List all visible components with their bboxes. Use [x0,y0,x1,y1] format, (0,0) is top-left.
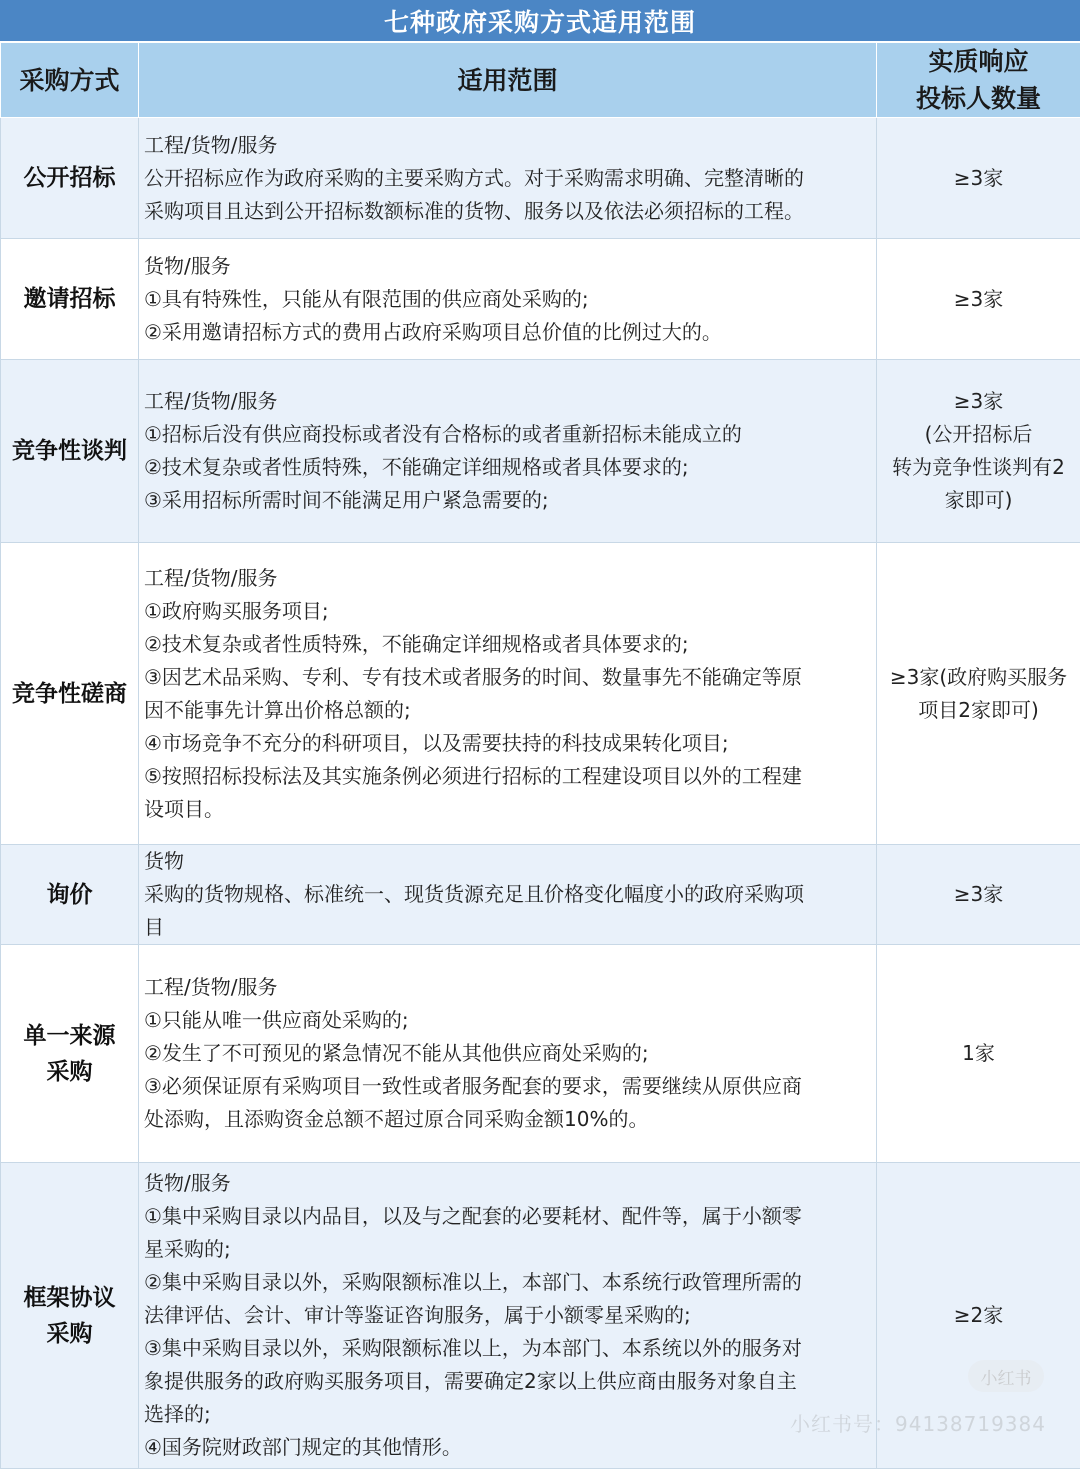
bidder-count-cell [877,945,1080,1163]
scope-cell-line: ①只能从唯一供应商处采购的; [144,1004,864,1037]
method-cell [1,239,139,360]
bidder-count-cell [877,543,1080,845]
scope-cell [139,118,877,239]
header-method: 采购方式 [1,43,139,118]
bidder-count-cell [877,239,1080,360]
scope-cell [139,945,877,1163]
scope-cell-line: 星采购的; [144,1233,864,1266]
scope-cell-line: ②采用邀请招标方式的费用占政府采购项目总价值的比例过大的。 [144,316,864,349]
scope-cell-line: ⑤按照招标投标法及其实施条例必须进行招标的工程建设项目以外的工程建 [144,760,864,793]
method-cell [1,118,139,239]
header-count-line2: 投标人数量 [877,80,1080,117]
scope-cell [139,543,877,845]
method-cell [1,543,139,845]
scope-cell-line: 处添购，且添购资金总额不超过原合同采购金额10%的。 [144,1103,864,1136]
scope-cell-line: ④市场竞争不充分的科研项目，以及需要扶持的科技成果转化项目; [144,727,864,760]
table-row [1,118,1080,239]
bidder-count-cell-line: ≥3家 [881,878,1076,911]
scope-cell-line: ③因艺术品采购、专利、专有技术或者服务的时间、数量事先不能确定等原 [144,661,864,694]
table-title: 七种政府采购方式适用范围 [0,0,1080,42]
method-cell-line: 框架协议 [5,1280,134,1316]
method-cell-line: 采购 [5,1054,134,1090]
scope-cell-line: ②技术复杂或者性质特殊，不能确定详细规格或者具体要求的; [144,451,864,484]
scope-cell-line: 象提供服务的政府购买服务项目，需要确定2家以上供应商由服务对象自主 [144,1365,864,1398]
header-row [1,43,1080,118]
scope-cell-line: 工程/货物/服务 [144,562,864,595]
scope-cell-line: 工程/货物/服务 [144,971,864,1004]
bidder-count-cell-line: 家即可) [881,484,1076,517]
scope-cell-line: 选择的; [144,1398,864,1431]
method-cell [1,845,139,945]
scope-cell-line: 货物 [144,845,864,878]
scope-cell-line: ②技术复杂或者性质特殊，不能确定详细规格或者具体要求的; [144,628,864,661]
method-cell [1,1163,139,1469]
method-cell-line: 竞争性磋商 [5,676,134,712]
table-body [1,118,1080,1469]
scope-cell-line: 因不能事先计算出价格总额的; [144,694,864,727]
bidder-count-cell-line: 项目2家即可) [881,694,1076,727]
scope-cell [139,360,877,543]
method-cell [1,945,139,1163]
table-row [1,845,1080,945]
bidder-count-cell-line: ≥3家(政府购买服务 [881,661,1076,694]
method-cell-line: 询价 [5,877,134,913]
scope-cell-line: ②发生了不可预见的紧急情况不能从其他供应商处采购的; [144,1037,864,1070]
scope-cell-line: ③采用招标所需时间不能满足用户紧急需要的; [144,484,864,517]
scope-cell-line: 工程/货物/服务 [144,129,864,162]
bidder-count-cell-line: (公开招标后 [881,418,1076,451]
method-cell-line: 采购 [5,1316,134,1352]
scope-cell-line: ①招标后没有供应商投标或者没有合格标的或者重新招标未能成立的 [144,418,864,451]
scope-cell-line: ③必须保证原有采购项目一致性或者服务配套的要求，需要继续从原供应商 [144,1070,864,1103]
method-cell [1,360,139,543]
scope-cell [139,239,877,360]
scope-cell-line: ④国务院财政部门规定的其他情形。 [144,1431,864,1464]
bidder-count-cell [877,118,1080,239]
bidder-count-cell-line: 转为竞争性谈判有2 [881,451,1076,484]
scope-cell-line: 采购项目且达到公开招标数额标准的货物、服务以及依法必须招标的工程。 [144,195,864,228]
bidder-count-cell [877,845,1080,945]
procurement-methods-table [0,42,1080,1469]
scope-cell [139,1163,877,1469]
account-id-watermark: 小红书号：94138719384 [790,1408,1046,1437]
header-count [877,43,1080,118]
xiaohongshu-logo-watermark: 小红书 [968,1360,1044,1392]
table-row [1,945,1080,1163]
scope-cell [139,845,877,945]
bidder-count-cell-line: 1家 [881,1037,1076,1070]
method-cell-line: 公开招标 [5,160,134,196]
bidder-count-cell-line: ≥3家 [881,162,1076,195]
bidder-count-cell-line: ≥3家 [881,385,1076,418]
scope-cell-line: 目 [144,911,864,944]
scope-cell-line: 设项目。 [144,793,864,826]
bidder-count-cell-line: ≥2家 [881,1299,1076,1332]
scope-cell-line: 货物/服务 [144,1167,864,1200]
header-scope: 适用范围 [139,43,877,118]
method-cell-line: 邀请招标 [5,281,134,317]
method-cell-line: 竞争性谈判 [5,433,134,469]
header-count-line1: 实质响应 [877,43,1080,80]
scope-cell-line: ①集中采购目录以内品目，以及与之配套的必要耗材、配件等，属于小额零 [144,1200,864,1233]
scope-cell-line: 公开招标应作为政府采购的主要采购方式。对于采购需求明确、完整清晰的 [144,162,864,195]
scope-cell-line: ①政府购买服务项目; [144,595,864,628]
scope-cell-line: ③集中采购目录以外，采购限额标准以上，为本部门、本系统以外的服务对 [144,1332,864,1365]
scope-cell-line: ①具有特殊性，只能从有限范围的供应商处采购的; [144,283,864,316]
scope-cell-line: 采购的货物规格、标准统一、现货货源充足且价格变化幅度小的政府采购项 [144,878,864,911]
scope-cell-line: ②集中采购目录以外，采购限额标准以上，本部门、本系统行政管理所需的 [144,1266,864,1299]
table-row [1,360,1080,543]
bidder-count-cell [877,360,1080,543]
table-row [1,239,1080,360]
bidder-count-cell-line: ≥3家 [881,283,1076,316]
scope-cell-line: 法律评估、会计、审计等鉴证咨询服务，属于小额零星采购的; [144,1299,864,1332]
scope-cell-line: 工程/货物/服务 [144,385,864,418]
method-cell-line: 单一来源 [5,1018,134,1054]
table-row [1,543,1080,845]
scope-cell-line: 货物/服务 [144,250,864,283]
